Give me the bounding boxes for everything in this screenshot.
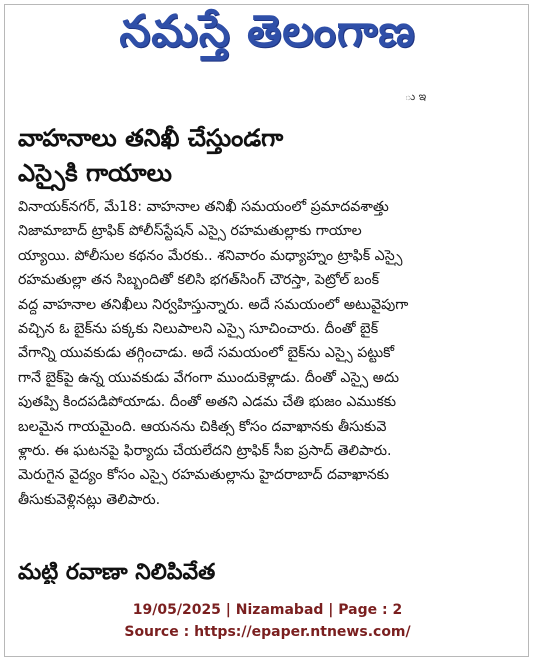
article-line: నిజామాబాద్ ట్రాఫిక్ పోలీస్‌స్టేషన్ ఎస్సై రహమతుల్లాకు గాయాల: [18, 223, 362, 240]
footer-source-link[interactable]: Source : https://epaper.ntnews.com/: [124, 624, 411, 640]
article-body: [18, 195, 523, 512]
article-line: ళ్లారు. ఈ ఘటనపై ఫిర్యాదు చేయలేదని ట్రాఫిక్ సీఐ ప్రసాద్ తెలిపారు.: [18, 443, 392, 460]
article-line: వినాయక్‌నగర్, మే18: వాహనాల తనిఖీ సమయంలో ప్రమాదవశాత్తు: [18, 199, 389, 215]
article-line: గానే బైక్‌పై ఉన్న యువకుడు వేగంగా ముందుకెళ్లాడు. దీంతో ఎస్సై అదు: [18, 369, 399, 386]
next-article-subhead: మట్టి రవాణా నిలిపివేత: [18, 560, 216, 584]
article-line: వచ్చిన ఓ బైక్‌ను పక్కకు నిలుపాలని ఎస్సై సూచించారు. దీంతో బైక్: [18, 321, 379, 338]
article-line: బలమైన గాయమైంది. ఆయనను చికిత్స కోసం దవాఖానకు తీసుకువె: [18, 418, 387, 435]
headline-line-2: ఎస్సైకి గాయాలు: [18, 159, 172, 187]
corner-mark: ు ఇ: [405, 90, 427, 103]
article-line: య్యాయి. పోలీసుల కథనం మేరకు.. శనివారం మధ్యాహ్నం ట్రాఫిక్ ఎస్సై: [18, 247, 403, 264]
article-line: వేగాన్ని యువకుడు తగ్గించాడు. అదే సమయంలో బైక్‌ను ఎస్సై పట్టుకో: [18, 345, 395, 362]
article-line: మెరుగైన వైద్యం కోసం ఎస్సై రహమతుల్లాను హైదరాబాద్ దవాఖానకు: [18, 467, 389, 484]
article-line: వద్ద వాహనాల తనిఖీలు నిర్వహిస్తున్నారు. అదే సమయంలో అటువైపుగా: [18, 296, 409, 313]
headline-line-1: వాహనాలు తనిఖీ చేస్తుండగా: [18, 124, 284, 152]
footer-date-edition: 19/05/2025 | Nizamabad | Page : 2: [132, 602, 403, 618]
article-line: రహమతుల్లా తన సిబ్బందితో కలిసి భగత్‌సింగ్ చౌరస్తా, పెట్రోల్ బంక్: [18, 272, 380, 289]
newspaper-masthead: నమస్తే తెలంగాణ: [119, 6, 416, 57]
article-line: తీసుకువెళ్లినట్లు తెలిపారు.: [18, 491, 161, 508]
article-line: పుతప్పి కిందపడిపోయాడు. దీంతో అతని ఎడమ చేతి భుజం ఎముకకు: [18, 394, 397, 411]
